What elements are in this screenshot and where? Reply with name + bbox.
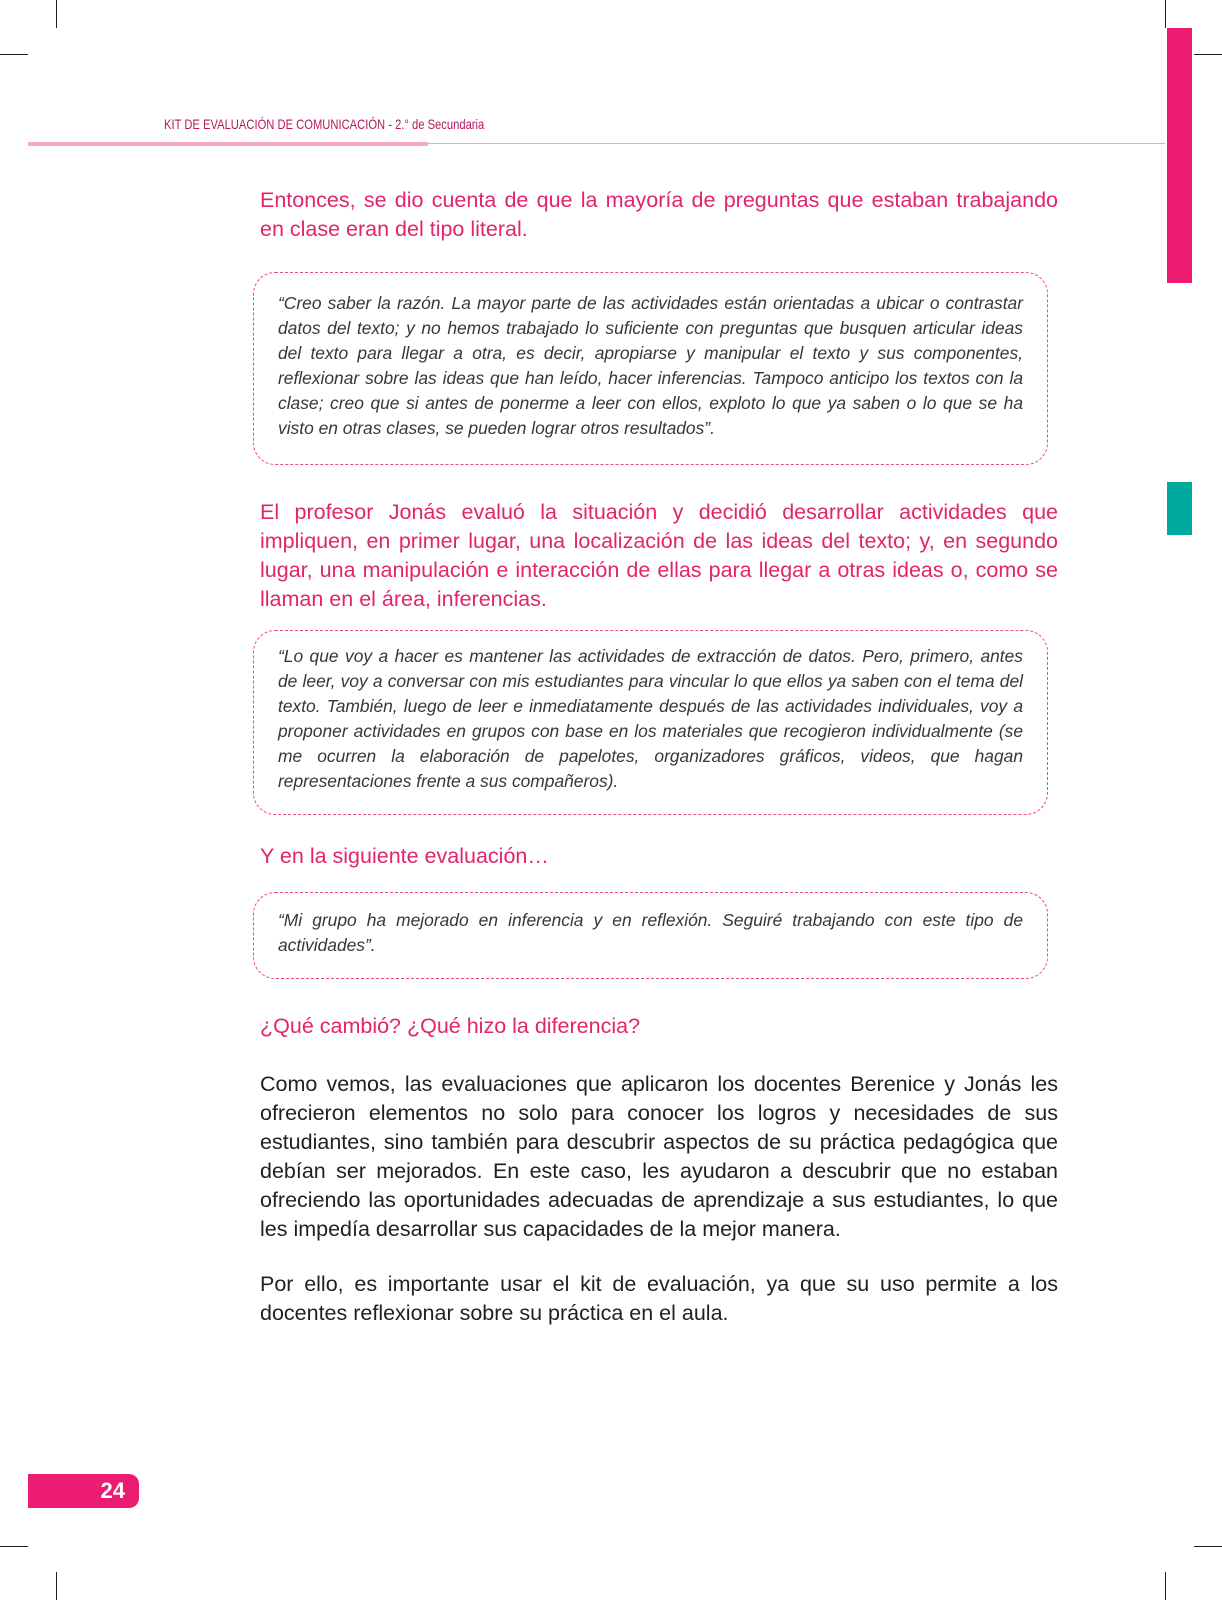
quote-text: “Mi grupo ha mejorado en inferencia y en reflexión. Seguiré trabajando con este tipo de actividades”. bbox=[278, 910, 1023, 955]
lead-text: Entonces, se dio cuenta de que la mayoría de preguntas que estaban trabajando en clase eran del tipo literal. bbox=[260, 188, 1058, 241]
lead-text: El profesor Jonás evaluó la situación y decidió desarrollar actividades que impliquen, en primer lugar, una localización de las ideas del texto; y, en segundo lugar, una manipulación e interacción de ellas para llegar a otras ideas o, como se llaman en el área, inferencias. bbox=[260, 500, 1058, 611]
quote-box bbox=[253, 630, 1048, 815]
crop-mark bbox=[56, 1572, 57, 1600]
lead-paragraph bbox=[260, 842, 1058, 871]
crop-mark bbox=[0, 54, 28, 55]
crop-mark bbox=[1165, 0, 1166, 28]
crop-mark bbox=[1194, 54, 1222, 55]
lead-paragraph bbox=[260, 186, 1058, 244]
section-tab-teal bbox=[1167, 482, 1192, 535]
header-rule-accent bbox=[28, 142, 428, 146]
question-heading: ¿Qué cambió? ¿Qué hizo la diferencia? bbox=[260, 1014, 641, 1038]
lead-paragraph bbox=[260, 498, 1058, 614]
crop-mark bbox=[1194, 1546, 1222, 1547]
crop-mark bbox=[1165, 1572, 1166, 1600]
body-paragraph bbox=[260, 1270, 1058, 1328]
crop-mark bbox=[0, 1546, 28, 1547]
body-paragraph bbox=[260, 1070, 1058, 1244]
page-number-badge bbox=[28, 1474, 139, 1508]
quote-box bbox=[253, 272, 1048, 465]
quote-text: “Creo saber la razón. La mayor parte de las actividades están orientadas a ubicar o contrastar datos del texto; y no hemos trabajado lo suficiente con preguntas que busquen articular ideas del texto para llegar a otra, es decir, apropiarse y manipular el texto y sus componentes, reflexionar sobre las ideas que han leído, hacer inferencias. Tampoco anticipo los textos con la clase; creo que si antes de ponerme a leer con ellos, exploto lo que ya saben o lo que se ha visto en otras clases, se pueden lograr otros resultados”. bbox=[278, 293, 1023, 438]
quote-text: “Lo que voy a hacer es mantener las actividades de extracción de datos. Pero, primero, antes de leer, voy a conversar con mis estudiantes para vincular lo que ellos ya saben con el tema del texto. También, luego de leer e inmediatamente después de las actividades individuales, voy a proponer actividades en grupos con base en los materiales que recogieron individualmente (se me ocurren la elaboración de papelotes, organizadores gráficos, videos, que hagan representaciones frente a sus compañeros). bbox=[278, 646, 1023, 791]
crop-mark bbox=[56, 0, 57, 28]
body-text: Como vemos, las evaluaciones que aplicaron los docentes Berenice y Jonás les ofrecieron elementos no solo para conocer los logros y necesidades de sus estudiantes, sino también para descubrir aspectos de su práctica pedagógica que debían ser mejorados. En este caso, les ayudaron a descubrir que no estaban ofreciendo las oportunidades adecuadas de aprendizaje a sus estudiantes, lo que les impedía desarrollar sus capacidades de la mejor manera. bbox=[260, 1072, 1058, 1241]
quote-box bbox=[253, 892, 1048, 979]
body-text: Por ello, es importante usar el kit de evaluación, ya que su uso permite a los docentes reflexionar sobre su práctica en el aula. bbox=[260, 1272, 1058, 1325]
section-tab-pink bbox=[1167, 28, 1192, 283]
lead-text: Y en la siguiente evaluación… bbox=[260, 844, 549, 868]
section-question bbox=[260, 1012, 1058, 1041]
running-header: KIT DE EVALUACIÓN DE COMUNICACIÓN - 2.° de Secundaria bbox=[164, 116, 485, 132]
page-number: 24 bbox=[100, 1478, 125, 1503]
